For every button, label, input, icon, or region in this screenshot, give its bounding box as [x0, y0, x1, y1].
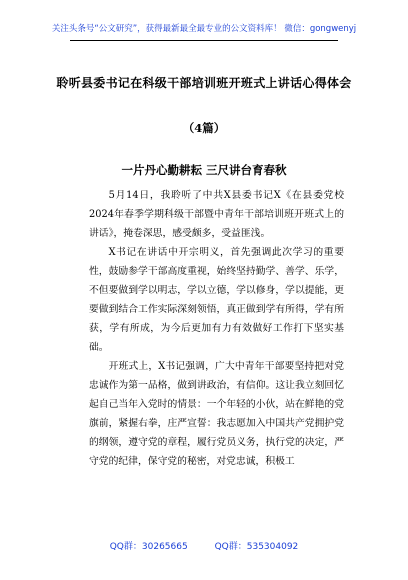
footer [0, 539, 408, 552]
header-divider [70, 40, 338, 41]
footer-qq-group-2: QQ群：535304092 [214, 542, 299, 552]
document-title: 聆听县委书记在科级干部培训班开班式上讲话心得体会 [56, 76, 352, 90]
section-heading: 一片丹心勤耕耘 三尺讲台育春秋 [121, 163, 287, 177]
footer-qq-group-1: QQ群：30265665 [109, 542, 188, 552]
body-paragraph: X书记在讲话中开宗明义，首先强调此次学习的重要性，鼓励参学干部高度重视，始终坚持勤学、善学、乐学，不但要做到学以明志，学以立德，学以修身，学以提能，更要做到结合工作实际深刻领悟，真正做到学有所得，学有所获，学有所成，为今后更加有力有效做好工作打下坚实基础。 [89, 247, 344, 353]
header-banner: 关注头条号“公文研究”，获得最新最全最专业的公文资料库！ 微信：gongwenyj [51, 24, 357, 34]
document-body [89, 186, 344, 471]
body-paragraph: 开班式上，X书记强调，广大中青年干部要坚持把对党忠诚作为第一品格，做到讲政治，有信仰。这让我立刻回忆起自己当年入党时的情景：一个年轻的小伙，站在鲜艳的党旗前，紧握右拳，庄严宣誓：我志愿加入中国共产党拥护党的纲领，遵守党的章程，履行党员义务，执行党的决定，严守党的纪律，保守党的秘密，对党忠诚，积极工 [89, 361, 344, 467]
body-paragraph: 5月14日，我聆听了中共X县委书记X《在县委党校2024年春季学期科级干部暨中青年干部培训班开班式上的讲话》，掩卷深思，感受颇多，受益匪浅。 [89, 190, 344, 239]
document-subtitle: （4篇） [182, 121, 226, 135]
